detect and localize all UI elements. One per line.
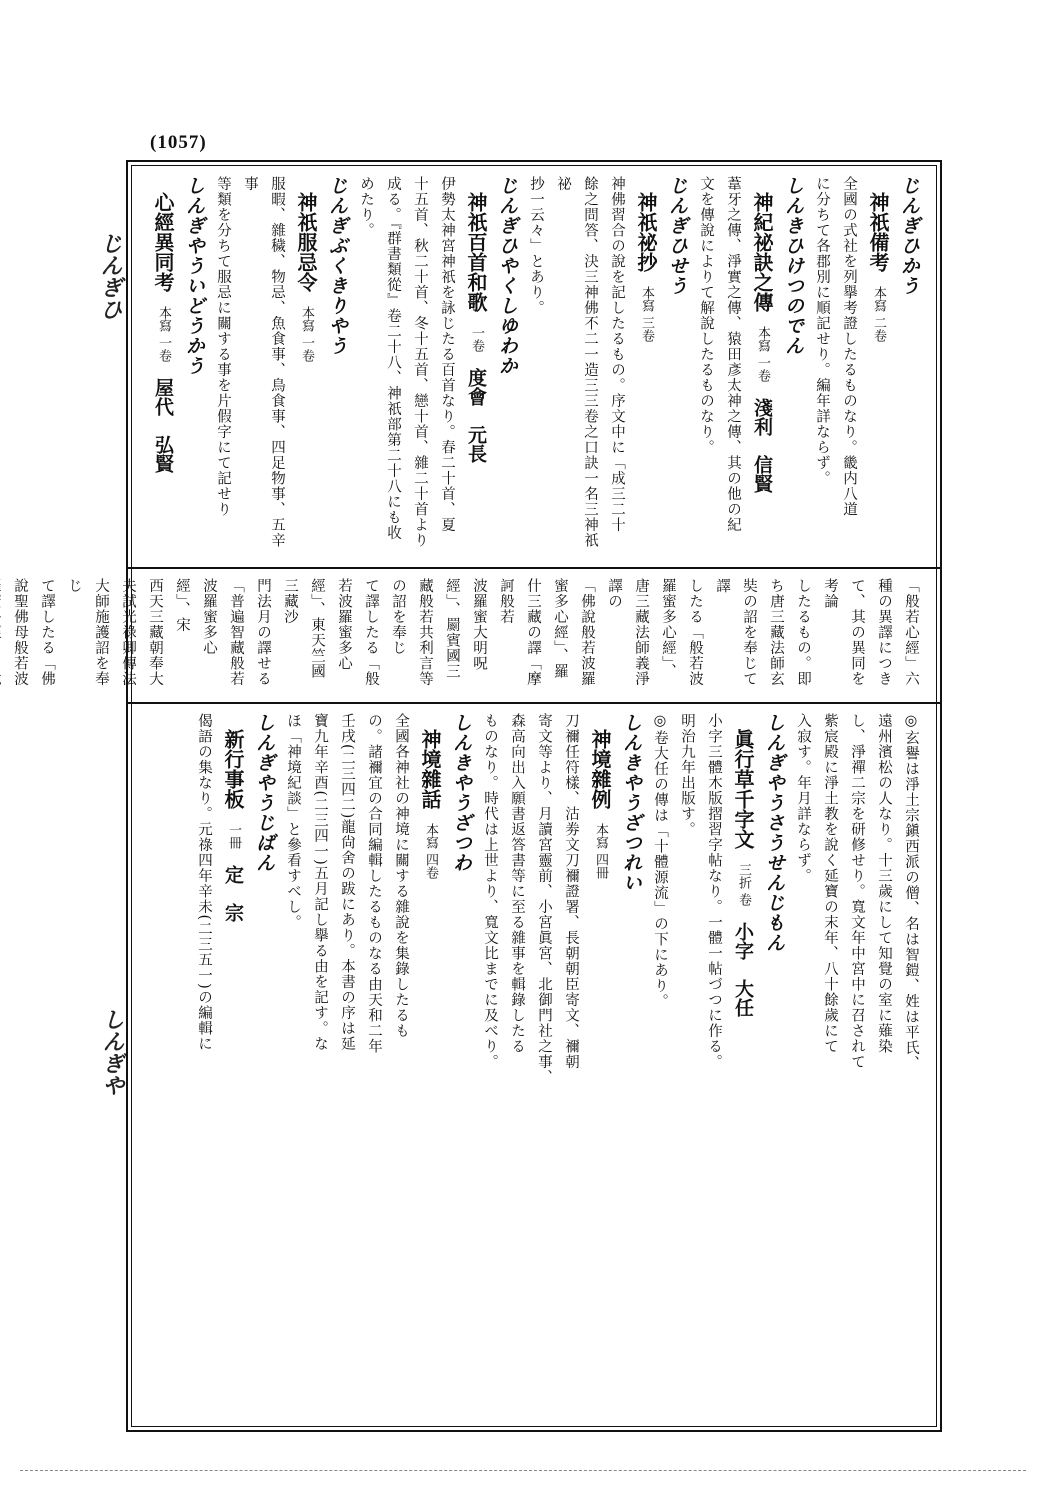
dictionary-entry [808,176,924,558]
entry-body-line: 抄一云々」とあり。 [528,176,544,316]
entry-reading: じんぎぶくきりやう [326,176,348,356]
dictionary-entry [789,713,924,1417]
entry-author: 屋代 弘賢 [152,378,174,474]
entry-title-line [746,176,778,558]
entry-body-line: に分ちて各郡別に順記せり。編年詳ならず。 [814,176,830,486]
entry-body-line: 葦牙之傳、淨實之傳、猿田彥太神之傳、其の他の紀 [725,176,741,533]
entry-body-line: 壬戌(二三四二)龍尙舍の跋にあり。本書の序は延 [339,713,355,1052]
entry-body-line: 十五首、秋二十首、冬十五首、戀十首、雜二十首より [412,176,428,548]
entries-middle [12,578,924,692]
entry-title: 新行事板 [221,729,245,809]
entry-body-line: 全國各神社の神境に關する雜說を集錄したるも [393,713,409,1039]
entry-body-line: めたり。 [358,176,374,238]
entry-volume-info: 一卷 [469,326,484,352]
entry-body-line: 「佛說般若波羅蜜多心經」、羅什三藏の譯「摩訶般若 [498,578,595,687]
entry-title: 心經異同考 [151,192,175,292]
dictionary-entry [190,713,279,1417]
entry-title-line [460,176,492,558]
margin-index-label-bottom: しんぎや [99,1008,124,1096]
dictionary-entry [352,176,522,558]
entry-body-line: 伊勢太神宮神祇を詠じたる百首なり。春二十首、夏 [439,176,455,533]
dictionary-entry [209,176,352,558]
entry-body-line: ものなり。時代は上世より、寬文比までに及べり。 [482,713,498,1070]
entry-body-line: ほ「神境紀談」と參看すべし。 [285,713,301,930]
entries-bottom [144,713,924,1417]
entry-volume-info: 三折 卷 [736,863,751,907]
entry-body-line: て譯したる「般若波羅蜜多心經」、東天竺國三藏沙 [282,578,379,687]
entry-reading: しんきやうざつわ [450,713,472,873]
entry-body-line: し、淨禪二宗を研修せり。寬文年中宮中に召されて [849,713,865,1070]
dictionary-entry [0,578,924,692]
entry-body-line: て譯したる「佛說聖佛母般若波 [12,578,55,687]
entry-title: 神祇備考 [866,192,890,272]
entry-author: 度會 元長 [465,368,487,463]
entry-title: 神境雜例 [588,729,612,809]
entry-body-line: 入寂す。年月詳ならず。 [795,713,811,884]
entry-body-line: 門法月の譯せる「普遍智藏般若波羅蜜多心經」、宋 [174,578,271,687]
dictionary-entry [147,176,209,558]
entry-body-line: 神佛習合の說を記したるもの。序文中に「成三二十 [609,176,625,533]
entry-body-line: 全國の式社を列擧考證したるものなり。畿内八道 [841,176,857,517]
entry-volume-info: 本寫 三卷 [639,286,654,343]
entry-body-line: 紫宸殿に淨土教を說く延寶の末年、八十餘歲にて [822,713,838,1054]
entry-volume-info: 本寫 四卷 [423,823,438,880]
entry-reading: しんぎやうさうせんじもん [763,713,785,953]
entry-title: 神祇服忌令 [294,192,318,292]
entry-body-line: 森高向出入願書返答書等に至る雜事を輯錄したる [509,713,525,1054]
section-middle [12,570,932,700]
entry-body-line: 寄文等より、月讀宮靈前、小宮眞宮、北御門社之事、 [536,713,552,1085]
entry-title: 神祇百首和歌 [464,192,488,312]
section-top [136,168,932,566]
entry-reading: じんぎひやくしゆわか [496,176,518,376]
entry-body-line: 等類を分ちて服忌に關する事を片假字にて記せり [215,176,231,517]
entry-author: 淺利 信賢 [751,398,773,494]
entry-body-line: 偈語の集なり。元祿四年辛未(二三五一)の編輯に [196,713,212,1052]
entry-volume-info: 本寫 一卷 [755,326,770,383]
entry-body-line: 餘之問答、決三神佛不二一造三三卷之口訣一名三神祇祕 [555,176,598,548]
entry-reading: じんぎひせう [666,176,688,296]
section-divider [128,567,940,569]
entry-reading: しんきひけつのでん [782,176,804,356]
entry-author: 小字 大任 [732,922,754,1018]
entry-title-line [414,713,446,1417]
entry-body-line: 文を傳說によりて解說したるものなり。 [698,176,714,455]
entry-body-line: ◎玄譽は淨土宗鎭西派の僧、名は智鎧、姓は平氏、 [903,713,919,1071]
entry-body-line: 刀禰任符樣、沽劵文刀禰證署、長朝朝臣寄文、禰朝 [563,713,579,1070]
entry-volume-info: 一冊 [226,823,241,849]
entry-body-line: ◎卷大任の傳は「十體源流」の下にあり。 [652,713,668,1009]
entry-body-line: 西天三藏朝奉大夫試光祿卿傳法大師施護詔を奉じ [66,578,163,687]
entry-body-line: 波羅蜜大明呪經」、罽賓國三藏般若共利言等の詔を奉じ [390,578,487,687]
entry-reading: しんぎやういどうかう [183,176,205,376]
entry-volume-info: 本寫 一卷 [299,306,314,363]
entry-volume-info: 本寫 一卷 [156,306,171,363]
entry-body-line: 寶九年辛酉(二三四一)五月記し擧る由を記す。な [312,713,328,1052]
section-bottom [136,705,932,1425]
page-number: (1057) [150,132,207,153]
dictionary-entry [646,713,789,1417]
entry-title-line [862,176,894,558]
entry-reading: しんぎやうじばん [253,713,275,873]
entry-body-line: 小字三體木版摺習字帖なり。一體一帖づつに作る。 [706,713,722,1070]
entry-reading: しんきやうざつれい [620,713,642,893]
entry-title-line [727,713,759,1417]
footer-rule [20,1470,1026,1472]
entry-title: 神祇祕抄 [634,192,658,272]
entry-body-line: 服暇、雜穢、物忌、魚食事、鳥食事、四足物事、五辛事 [242,176,285,548]
entry-title: 神境雜話 [418,729,442,809]
entry-body-line: の。諸禰宜の合同編輯したるものなる由天和二年 [366,713,382,1054]
dictionary-entry [692,176,808,558]
entry-body-line: 「般若心經」六種の異譯につきて、其の異同を考論 [822,578,919,687]
entry-body-line: 成る。『群書類從』卷二十八、神祇部第二十八にも收 [385,176,401,541]
entry-title: 眞行草千字文 [731,729,755,849]
entry-title-line [217,713,249,1417]
entry-reading: じんぎひかう [898,176,920,296]
entry-title-line [584,713,616,1417]
dictionary-entry [522,176,692,558]
page-frame [12,160,942,1432]
margin-index-label-top: じんぎひ [97,232,122,320]
entry-author: 定 宗 [222,865,244,922]
entry-title-line [630,176,662,558]
section-divider [128,702,940,704]
entry-body-line: したるもの。即ち唐三藏法師玄奘の詔を奉じて譯 [714,578,811,687]
entry-title-line [147,176,179,558]
dictionary-entry [476,713,646,1417]
entry-title-line [290,176,322,558]
entry-body-line: 明治九年出版す。 [679,713,695,837]
entry-title: 神紀祕訣之傳 [750,192,774,312]
entry-body-line: 遠州濱松の人なり。十三歲にして知覺の室に薙染 [876,713,892,1054]
entry-body-line: したる「般若波羅蜜多心經」、唐三藏法師義淨譯の [606,578,703,687]
entry-volume-info: 本寫 四冊 [593,823,608,880]
entry-volume-info: 本寫 二卷 [871,286,886,343]
dictionary-entry [279,713,476,1417]
entries-top [144,176,924,558]
